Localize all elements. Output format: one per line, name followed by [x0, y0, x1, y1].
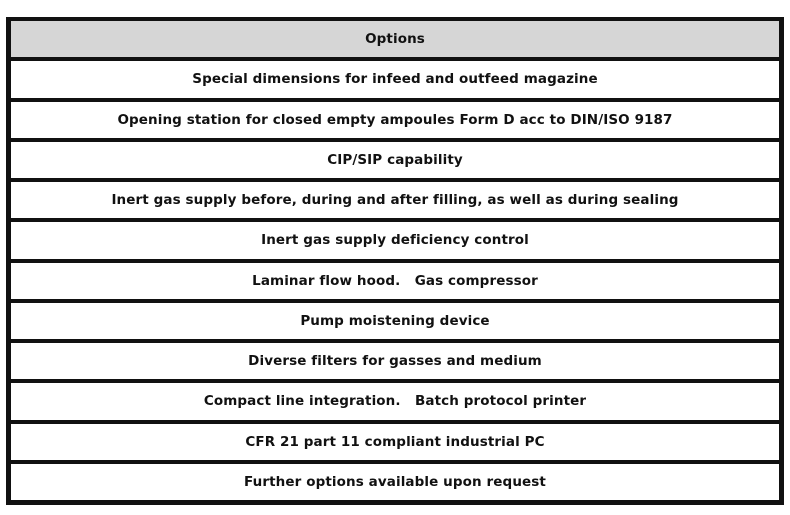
- table-row: Laminar flow hood. Gas compressor: [11, 263, 779, 299]
- table-row: Further options available upon request: [11, 464, 779, 500]
- table-row: CIP/SIP capability: [11, 142, 779, 178]
- options-table: [6, 17, 784, 505]
- table-row: Compact line integration. Batch protocol printer: [11, 383, 779, 419]
- table-row: Diverse filters for gasses and medium: [11, 343, 779, 379]
- table-row: Pump moistening device: [11, 303, 779, 339]
- table-row: Special dimensions for infeed and outfeed magazine: [11, 61, 779, 97]
- table-row: Opening station for closed empty ampoules Form D acc to DIN/ISO 9187: [11, 102, 779, 138]
- table-row: Inert gas supply before, during and after filling, as well as during sealing: [11, 182, 779, 218]
- table-row: CFR 21 part 11 compliant industrial PC: [11, 424, 779, 460]
- table-header: Options: [11, 21, 779, 57]
- table-row: Inert gas supply deficiency control: [11, 222, 779, 258]
